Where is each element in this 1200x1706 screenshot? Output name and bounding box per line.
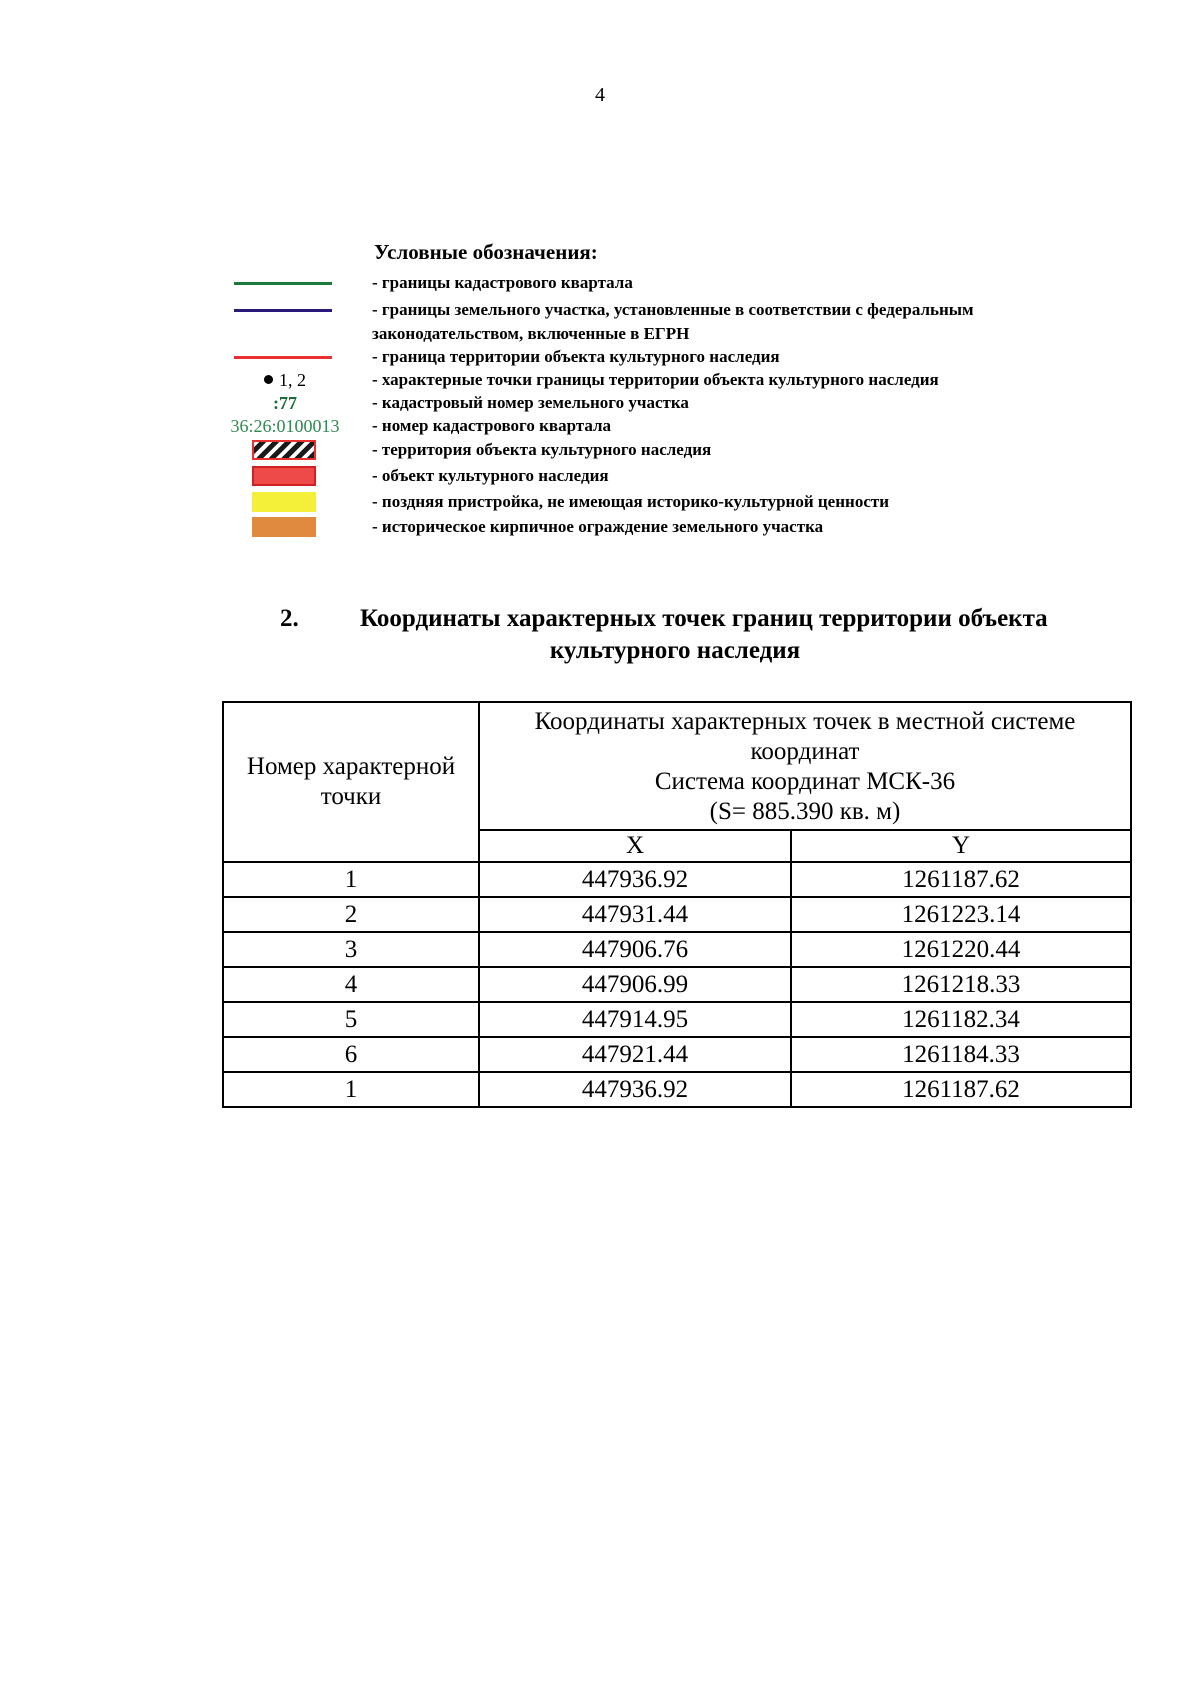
point-cell: 1	[223, 1072, 479, 1107]
hatched-box-symbol	[252, 440, 316, 460]
point-marker-symbol: 1, 2	[220, 368, 350, 392]
header-y: Y	[791, 830, 1131, 862]
table-row	[223, 1072, 1131, 1107]
y-cell: 1261220.44	[791, 932, 1131, 967]
legend-item-heritage-object	[0, 464, 1200, 488]
table-row	[223, 967, 1131, 1002]
point-cell: 3	[223, 932, 479, 967]
navy-line-symbol	[234, 309, 332, 312]
legend-description: - историческое кирпичное ограждение земельного участка	[372, 517, 824, 536]
table-row	[223, 1037, 1131, 1072]
x-cell: 447914.95	[479, 1002, 791, 1037]
legend-description: - поздняя пристройка, не имеющая историко-культурной ценности	[372, 492, 890, 511]
point-cell: 4	[223, 967, 479, 1002]
legend-item-late-extension	[0, 490, 1200, 514]
header-x: X	[479, 830, 791, 862]
y-cell: 1261182.34	[791, 1002, 1131, 1037]
legend-description: - кадастровый номер земельного участка	[372, 393, 689, 412]
y-cell: 1261218.33	[791, 967, 1131, 1002]
dot-icon	[264, 375, 273, 384]
header-point-number: Номер характерной точки	[223, 702, 479, 862]
legend-item-heritage-territory	[0, 438, 1200, 462]
legend-item-brick-fence	[0, 515, 1200, 539]
table-row	[223, 862, 1131, 897]
yellow-box-symbol	[252, 492, 316, 512]
point-cell: 6	[223, 1037, 479, 1072]
legend-description: - номер кадастрового квартала	[372, 416, 612, 435]
coordinates-table	[222, 701, 1132, 1108]
header-coordinates: Координаты характерных точек в местной системе координат Система координат МСК-36 (S= 885.390 кв. м)	[479, 702, 1131, 830]
legend-description: - граница территории объекта культурного наследия	[372, 347, 780, 366]
x-cell: 447906.76	[479, 932, 791, 967]
x-cell: 447931.44	[479, 897, 791, 932]
section-title-line1: Координаты характерных точек границ территории объекта	[360, 605, 1048, 632]
green-line-symbol	[234, 282, 332, 285]
legend-item-heritage-territory-boundary	[0, 345, 1200, 369]
legend-item-land-plot-boundary	[0, 298, 1200, 346]
y-cell: 1261223.14	[791, 897, 1131, 932]
legend-title: Условные обозначения:	[374, 240, 598, 264]
legend-item-cadastral-number	[0, 391, 1200, 415]
y-cell: 1261184.33	[791, 1037, 1131, 1072]
orange-box-symbol	[252, 517, 316, 537]
legend-item-boundary-points	[0, 368, 1200, 392]
legend-description: - характерные точки границы территории объекта культурного наследия	[372, 370, 939, 389]
legend-item-quarter-number	[0, 414, 1200, 438]
x-cell: 447921.44	[479, 1037, 791, 1072]
table-row	[223, 897, 1131, 932]
point-cell: 5	[223, 1002, 479, 1037]
red-box-symbol	[252, 466, 316, 486]
section-number: 2.	[280, 605, 299, 632]
x-cell: 447936.92	[479, 1072, 791, 1107]
point-cell: 2	[223, 897, 479, 932]
table-row	[223, 932, 1131, 967]
section-title-line2: культурного наследия	[549, 637, 801, 664]
legend-description: - границы кадастрового квартала	[372, 273, 633, 292]
legend-item-cadastral-quarter-boundary	[0, 271, 1200, 295]
x-cell: 447906.99	[479, 967, 791, 1002]
legend-description: - территория объекта культурного наследия	[372, 440, 712, 459]
y-cell: 1261187.62	[791, 1072, 1131, 1107]
quarter-number-symbol: 36:26:0100013	[230, 416, 340, 436]
page-number: 4	[595, 84, 605, 106]
point-cell: 1	[223, 862, 479, 897]
cadastral-number-symbol: :77	[273, 393, 297, 413]
legend-description: - границы земельного участка, установленные в соответствии с федеральным законодательством, включенные в ЕГРН	[372, 300, 974, 343]
x-cell: 447936.92	[479, 862, 791, 897]
red-line-symbol	[234, 356, 332, 359]
y-cell: 1261187.62	[791, 862, 1131, 897]
legend-description: - объект культурного наследия	[372, 466, 609, 485]
table-row	[223, 1002, 1131, 1037]
